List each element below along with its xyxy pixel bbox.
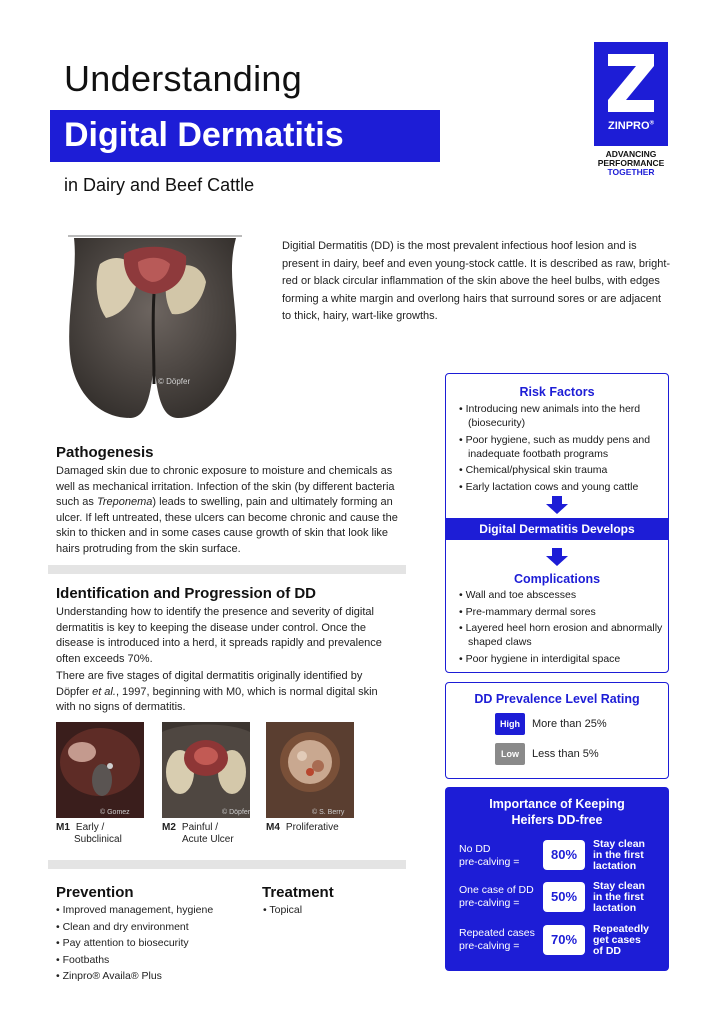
heifer-row-label: Repeated cases pre-calving = bbox=[459, 927, 535, 952]
pathogenesis-text: Damaged skin due to chronic exposure to moisture and chemicals as well as mechanical irritation. Infection of the skin (by different bacteria such as Treponema) leads to swelling, pain and ultimately forming an ulcer. If left untreated, these ulcers can become chronic and cause the skin to thicken and in some cases cause growth of skin that look like hairs protruding from the skin surface. bbox=[56, 465, 398, 555]
identification-paragraph-1: Understanding how to identify the presence and severity of digital dermatitis is key to keeping the disease under control. Once the disease is introduced into a herd, it spreads rapidly and prevalence often exceeds 70%. bbox=[56, 606, 382, 665]
treatment-heading: Treatment bbox=[262, 884, 334, 901]
heifer-row-percent: 50% bbox=[543, 882, 585, 912]
identification-paragraph-2: There are five stages of digital dermatitis originally identified by Döpfer et al., 1997, beginning with M0, which is normal digital skin with no signs of dermatitis. bbox=[56, 670, 378, 713]
arrow-down-icon bbox=[546, 548, 568, 566]
logo-tagline: ADVANCING PERFORMANCE TOGETHER bbox=[597, 149, 665, 177]
title-line-1: Understanding bbox=[64, 58, 303, 99]
list-item: • Pay attention to biosecurity bbox=[56, 935, 213, 952]
list-item: • Improved management, hygiene bbox=[56, 902, 213, 919]
arrow-down-icon bbox=[546, 496, 568, 514]
stage-m4-credit: © S. Berry bbox=[312, 809, 345, 816]
complications-list bbox=[458, 588, 664, 668]
heifer-row-percent: 70% bbox=[543, 925, 585, 955]
list-item: • Zinpro® Availa® Plus bbox=[56, 968, 213, 985]
treatment-list bbox=[263, 902, 302, 919]
identification-heading: Identification and Progression of DD bbox=[56, 585, 317, 602]
high-rating-text: More than 25% bbox=[532, 718, 607, 730]
risk-factors-list bbox=[458, 402, 664, 496]
stage-m4-photo bbox=[266, 722, 354, 818]
complications-heading: Complications bbox=[513, 572, 601, 586]
list-item: • Footbaths bbox=[56, 952, 213, 969]
list-item: • Poor hygiene in interdigital space bbox=[459, 652, 621, 665]
z-logo-icon bbox=[604, 50, 658, 114]
low-rating-text: Less than 5% bbox=[532, 748, 599, 760]
stage-m1-credit: © Gomez bbox=[100, 809, 130, 816]
stage-m4-caption: M4 Proliferative bbox=[266, 822, 339, 833]
stage-m1-caption: M1 Early / Subclinical bbox=[56, 822, 122, 845]
heifer-row-label: One case of DD pre-calving = bbox=[459, 884, 534, 909]
hoof-lesion-photo bbox=[60, 234, 248, 420]
page-subtitle: in Dairy and Beef Cattle bbox=[64, 175, 255, 195]
list-item: • Clean and dry environment bbox=[56, 919, 213, 936]
prevention-heading: Prevention bbox=[56, 884, 134, 901]
section-divider bbox=[48, 565, 406, 574]
page-title: Digital Dermatitis bbox=[64, 116, 344, 154]
heifers-heading: Importance of Keeping Heifers DD-free bbox=[489, 797, 625, 827]
list-item: • Layered heel horn erosion and abnormally shaped claws bbox=[459, 622, 663, 648]
dd-develops-banner: Digital Dermatitis Develops bbox=[446, 518, 668, 540]
intro-paragraph: Digitial Dermatitis (DD) is the most prevalent infectious hoof lesion and is present in dairy, beef and even young-stock cattle. It is described as raw, bright-red or black circular inflammation of the skin above the heel bulbs, with edges forming a white margin and overlong hairs that surround sores or are adjacent to thick, hairy, wart-like growths. bbox=[282, 240, 671, 323]
prevention-list bbox=[56, 902, 213, 985]
risk-factors-heading: Risk Factors bbox=[519, 385, 595, 399]
high-badge: High bbox=[495, 713, 525, 735]
heifer-row-label: No DD pre-calving = bbox=[459, 843, 520, 868]
prevalence-heading: DD Prevalence Level Rating bbox=[474, 692, 640, 706]
list-item: • Poor hygiene, such as muddy pens and inadequate footbath programs bbox=[459, 433, 651, 460]
list-item: • Wall and toe abscesses bbox=[459, 589, 577, 601]
heifer-row-note: Stay clean in the first lactation bbox=[593, 880, 645, 914]
stage-m1-photo bbox=[56, 722, 144, 818]
stage-m2-caption: M2 Painful / Acute Ulcer bbox=[162, 822, 234, 845]
heifer-row-note: Repeatedly get cases of DD bbox=[593, 923, 650, 957]
list-item: • Pre-mammary dermal sores bbox=[459, 605, 596, 618]
list-item: • Topical bbox=[263, 902, 302, 919]
heifer-row-note: Stay clean in the first lactation bbox=[593, 838, 645, 872]
list-item: • Chemical/physical skin trauma bbox=[459, 464, 608, 476]
hero-credit: © Döpfer bbox=[158, 377, 191, 386]
heifer-row-percent: 80% bbox=[543, 840, 585, 870]
low-badge: Low bbox=[495, 743, 525, 765]
section-divider bbox=[48, 860, 406, 869]
pathogenesis-heading: Pathogenesis bbox=[56, 444, 154, 461]
list-item: • Early lactation cows and young cattle bbox=[459, 480, 639, 493]
list-item: • Introducing new animals into the herd (biosecurity) bbox=[459, 403, 641, 429]
stage-m2-credit: © Döpfer bbox=[222, 809, 250, 816]
logo-brand-name: ZINPRO® bbox=[608, 120, 654, 132]
stage-m2-photo bbox=[162, 722, 250, 818]
